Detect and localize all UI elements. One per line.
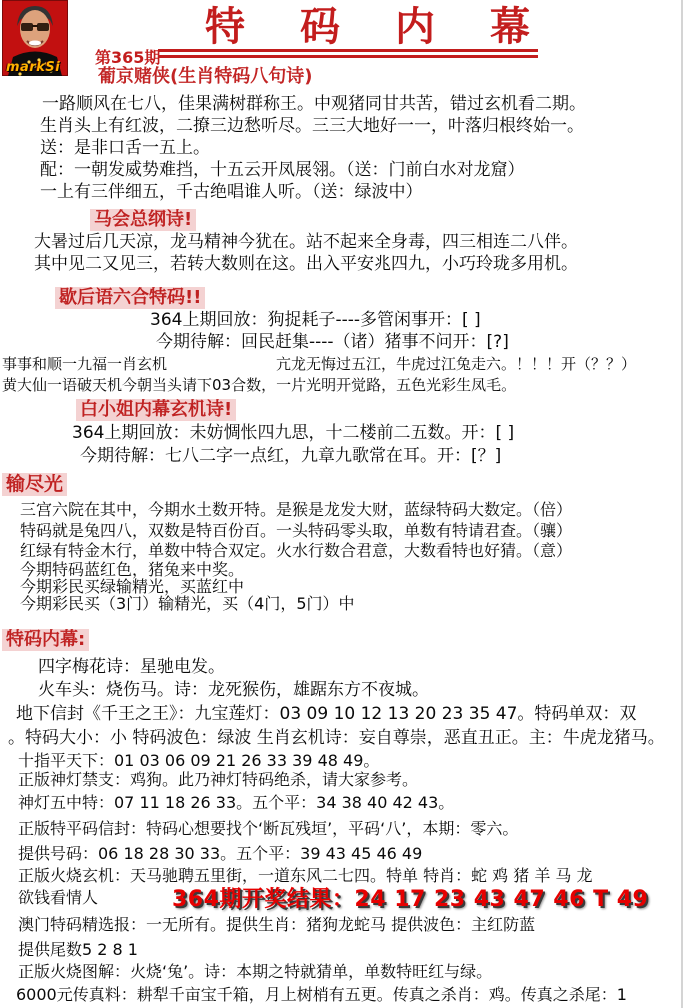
pujing-line: 一路顺风在七八，佳果满树群称王。中观猪同甘共苦，错过玄机看二期。 [42,94,586,114]
mahui-line: 其中见二又见三，若转大数则在这。出入平安兆四九，小巧玲珑多用机。 [34,254,578,274]
xiehouyu-current-line: 今期待解：回民赶集----（诸）猪事不问开：[?] [156,332,509,352]
pujing-line: 配：一朝发威势难挡，十五云开凤展翎。（送：门前白水对龙窟） [40,160,525,180]
neimu-line: 正版神灯禁支：鸡狗。此乃神灯特码绝杀，请大家参考。 [18,770,419,789]
mahui-heading: 马会总纲诗! [90,209,196,231]
neimu-heading: 特码内幕: [2,629,89,651]
shujinguang-line: 今期彩民买（3门）输精光，买（4门，5门）中 [20,594,355,613]
neimu-line: 提供号码：06 18 28 30 33。五个平：39 43 45 46 49 [18,844,423,863]
scan-edge-line [681,0,683,1008]
neimu-line: 欲钱看情人 [18,888,99,907]
neimu-line: 四字梅花诗：星驰电发。 [38,657,225,677]
mahui-line: 大暑过后几天凉，龙马精神今犹在。站不起来全身毒，四三相连二八伴。 [34,232,578,252]
pujing-line: 送：是非口舌一五上。 [40,138,210,158]
baixiaojie-prev-line: 364上期回放：未妨惆怅四九思，十二楼前二五数。开：[ ] [72,423,515,443]
xiehouyu-prev-line: 364上期回放：狗捉耗子----多管闲事开：[ ] [150,310,481,330]
neimu-line: 提供尾数5 2 8 1 [18,940,138,959]
shujinguang-line: 三宫六院在其中，今期水土数开特。是猴是龙发大财，蓝绿特码大数定。（倍） [20,500,573,519]
shujinguang-line: 红绿有特金木行，单数中特合双定。火水行数合君意，大数看特也好猜。（意） [20,541,573,560]
page-title: 特码内幕 [205,3,585,50]
pujing-line: 一上有三伴细五，千古绝唱谁人听。（送：绿波中） [40,182,423,202]
shujinguang-line: 今期特码蓝红色，猪兔来中奖。 [20,560,245,579]
xiehouyu-note2: 黄大仙一语破天机今朝当头请下03合数，一片光明开觉路，五色光彩生凤毛。 [2,376,517,394]
neimu-line: 正版火烧图解：火烧‘兔’。诗：本期之特就猜单，单数特旺红与绿。 [18,962,493,981]
masthead-logo-photo [2,0,68,76]
neimu-line: 6000元传真料：耕犁千亩宝千箱，月上树梢有五更。传真之杀肖：鸡。传真之杀尾：1 [16,985,627,1004]
logo-wordmark: markSi [6,60,61,75]
shujinguang-line: 今期彩民买绿输精光，买蓝红中 [20,577,245,596]
neimu-line: 正版火烧玄机：天马驰聘五里街，一道东风二七四。特单 特肖：蛇 鸡 猪 羊 马 龙 [18,866,593,885]
neimu-line: 火车头：烧伤马。诗：龙死猴伤，雄踞东方不夜城。 [38,680,429,700]
xiehouyu-note-right: 亢龙无悔过五江，牛虎过江兔走六。！！！开（？？） [276,355,637,373]
pujing-heading: 葡京赌侠(生肖特码八句诗) [98,66,313,87]
neimu-line: 十指平天下：01 03 06 09 21 26 33 39 48 49。 [18,751,380,770]
xiehouyu-heading: 歇后语六合特码!! [55,287,205,309]
neimu-line: 地下信封《千王之王》：九宝莲灯：03 09 10 12 13 20 23 35 47。特码单双：双 [16,704,637,724]
previous-draw-result-banner: 364期开奖结果：24 17 23 43 47 46 T 49 [172,887,649,912]
neimu-line: 神灯五中特：07 11 18 26 33。五个平：34 38 40 42 43。 [18,793,455,812]
neimu-line: 澳门特码精选报：一无所有。提供生肖：猪狗龙蛇马 提供波色：主红防蓝 [18,915,536,934]
pujing-line: 生肖头上有红波，二撩三边愁听尽。三三大地好一一，叶落归根终始一。 [40,116,584,136]
neimu-line: 正版特平码信封：特码心想要找个‘断瓦残垣’，平码‘八’，本期：零六。 [18,819,519,838]
xiehouyu-note-left: 事事和顺一九福一肖玄机 [2,355,168,373]
baixiaojie-current-line: 今期待解：七八二字一点红，九章九歌常在耳。开：[？] [80,446,502,466]
shujinguang-line: 特码就是兔四八，双数是特百份百。一头特码零头取，单数有特请君查。（骧） [20,521,573,540]
baixiaojie-heading: 白小姐内幕玄机诗! [76,399,236,421]
shujinguang-heading: 输尽光 [2,473,67,496]
neimu-line: 。特码大小：小 特码波色：绿波 生肖玄机诗：妄自尊崇，恶直丑正。主：牛虎龙猪马。 [8,728,665,748]
title-double-rule [158,49,538,58]
issue-number: 第365期 [95,48,161,67]
